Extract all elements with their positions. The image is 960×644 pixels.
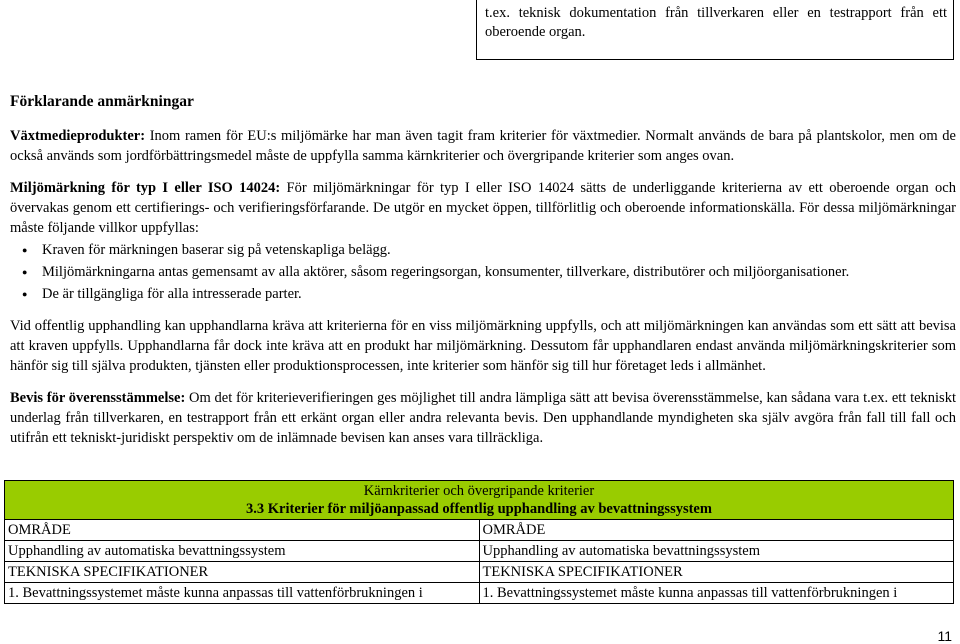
ecolabel-term: Miljömärkning för typ I eller ISO 14024:: [10, 180, 281, 196]
previous-table-cell: [476, 0, 954, 60]
left-spec-item: 1. Bevattningssystemet måste kunna anpassas till vattenförbrukningen i: [5, 583, 480, 604]
list-item: ● Kraven för märkningen baserar sig på vetenskapliga belägg.: [10, 240, 956, 260]
right-spec-label: TEKNISKA SPECIFIKATIONER: [479, 562, 954, 583]
proof-term: Bevis för överensstämmelse:: [10, 390, 186, 406]
table-header: [5, 481, 954, 520]
section-heading: Förklarande anmärkningar: [10, 93, 194, 110]
paragraph-ecolabel: [10, 178, 956, 238]
table-header-title: Kärnkriterier och övergripande kriterier: [363, 483, 595, 499]
right-omrade-label: OMRÅDE: [479, 520, 954, 541]
top-box-text: t.ex. teknisk dokumentation från tillverkaren eller en testrapport från ett oberoende organ.: [485, 5, 947, 40]
left-omrade-label: OMRÅDE: [5, 520, 480, 541]
left-omrade-value: Upphandling av automatiska bevattningssystem: [5, 541, 480, 562]
criteria-table: [4, 480, 954, 604]
ecolabel-conditions-list: [10, 240, 956, 304]
ecolabel-text: För miljömärkningar för typ I eller ISO 14024 sätts de underliggande kriterierna av ett oberoende organ och övervakas genom ett certifierings- och verifieringsförfarande. De utgör en mycket öppen, tillförlitlig och oberoende informationskälla. För dessa miljömärkningar måste följande villkor uppfyllas:: [10, 180, 956, 236]
table-header-subtitle: 3.3 Kriterier för miljöanpassad offentlig upphandling av bevattningssystem: [246, 501, 712, 517]
paragraph-procurement: Vid offentlig upphandling kan upphandlarna kräva att kriterierna för en viss miljömärkning uppfylls, och att miljömärkningen kan användas som ett sätt att bevisa att kraven uppfylls. Upphandlarna får dock inte kräva att en produkt har miljömärkning. Dessutom får upphandlaren endast använda miljömärkningskriterier som hänför sig till själva produkten, tjänsten eller produktionsprocessen, inte kriterier som hänför sig till hur företaget leds i allmänhet.: [10, 318, 956, 374]
list-item: ● Miljömärkningarna antas gemensamt av alla aktörer, såsom regeringsorgan, konsumenter, tillverkare, distributörer och miljöorganisationer.: [10, 262, 956, 282]
left-spec-label: TEKNISKA SPECIFIKATIONER: [5, 562, 480, 583]
paragraph-growing-media: [10, 126, 956, 166]
growing-media-term: Växtmedieprodukter:: [10, 128, 146, 144]
proof-text: Om det för kriterieverifieringen ges möjlighet till andra lämpliga sätt att bevisa överensstämmelse, kan sådana vara t.ex. ett tekniskt underlag från tillverkaren, en testrapport från ett erkänt organ eller andra relevanta bevis. Den upphandlande myndigheten ska själv avgöra från fall till fall och utifrån ett tekniskt-juridiskt perspektiv om de inlämnade bevisen kan anses vara tillräckliga.: [10, 390, 956, 446]
growing-media-text: Inom ramen för EU:s miljömärke har man även tagit fram kriterier för växtmedier. Normalt används de bara på plantskolor, men om de också används som jordförbättringsmedel måste de uppfylla samma kärnkriterier och övergripande kriterier som anges ovan.: [10, 128, 956, 164]
explanatory-notes-section: [10, 92, 956, 448]
right-omrade-value: Upphandling av automatiska bevattningssystem: [479, 541, 954, 562]
paragraph-proof: [10, 388, 956, 448]
right-spec-item: 1. Bevattningssystemet måste kunna anpassas till vattenförbrukningen i: [479, 583, 954, 604]
page-number: 11: [937, 628, 952, 644]
list-item: ● De är tillgängliga för alla intresserade parter.: [10, 284, 956, 304]
